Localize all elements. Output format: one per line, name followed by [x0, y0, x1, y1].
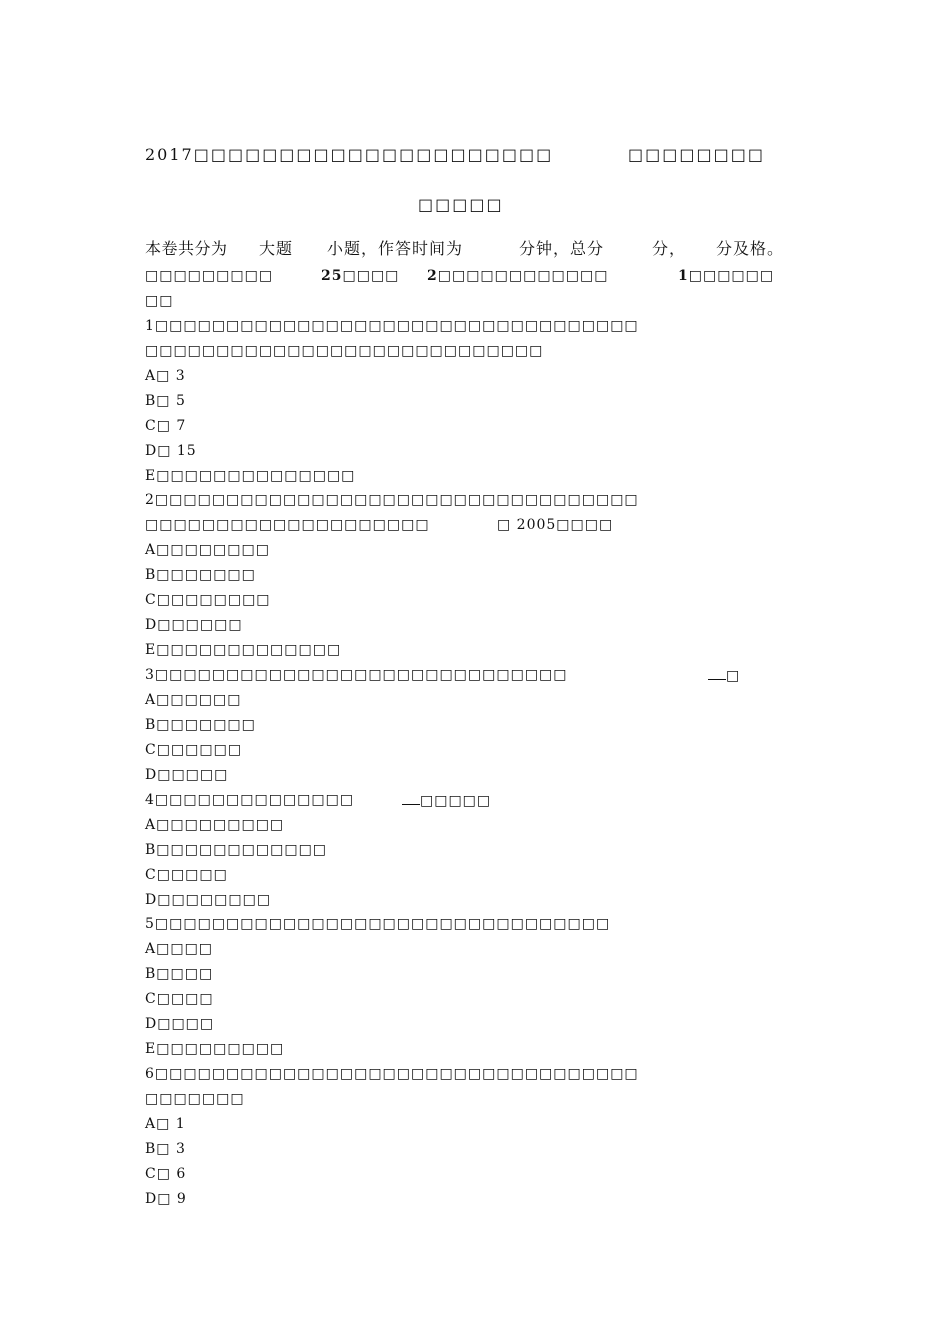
intro-part-5: 分，: [652, 239, 687, 258]
exam-title: [145, 145, 553, 165]
intro-part-2: 大题: [259, 239, 294, 258]
q5-option-e: E□□□□□□□□□: [145, 1041, 285, 1057]
q1-stem-line-1: 1□□□□□□□□□□□□□□□□□□□□□□□□□□□□□□□□□□: [145, 318, 639, 334]
q6-stem-line-2: □□□□□□□: [145, 1091, 245, 1107]
q3-option-a: A□□□□□□: [145, 692, 242, 708]
q4-option-a: A□□□□□□□□□: [145, 817, 285, 833]
intro-line: [145, 239, 228, 259]
q2-option-e: E□□□□□□□□□□□□□: [145, 642, 342, 658]
q1-option-a: A□ 3: [145, 368, 186, 384]
section-heading-cont: □□: [145, 293, 174, 309]
intro-part-1: 本卷共分为: [145, 239, 228, 258]
q1-option-b: B□ 5: [145, 393, 186, 409]
q2-option-a: A□□□□□□□□: [145, 542, 270, 558]
blank-underline: [402, 790, 420, 805]
q2-option-b: B□□□□□□□: [145, 567, 256, 583]
q5-option-c: C□□□□: [145, 991, 214, 1007]
section-heading-c: 2□□□□□□□□□□□□: [427, 268, 609, 284]
q4-option-c: C□□□□□: [145, 867, 228, 883]
exam-subtitle: □□□□□: [418, 195, 504, 214]
q6-option-c: C□ 6: [145, 1166, 187, 1182]
q3-stem-end: □: [726, 668, 741, 684]
exam-title-right: □□□□□□□□: [628, 145, 765, 164]
q4-answer-blank: [402, 790, 491, 811]
q1-stem-line-2: □□□□□□□□□□□□□□□□□□□□□□□□□□□□: [145, 343, 544, 359]
q6-option-b: B□ 3: [145, 1141, 186, 1157]
intro-part-4: 分钟，总分: [519, 239, 605, 258]
q5-option-b: B□□□□: [145, 966, 214, 982]
q3-stem: 3□□□□□□□□□□□□□□□□□□□□□□□□□□□□□: [145, 667, 568, 683]
q5-stem: 5□□□□□□□□□□□□□□□□□□□□□□□□□□□□□□□□: [145, 916, 611, 932]
q2-stem-line-2b: □ 2005□□□□: [497, 517, 614, 533]
section-heading-b: 25□□□□: [321, 268, 400, 284]
q3-option-d: D□□□□□: [145, 767, 229, 783]
q3-option-c: C□□□□□□: [145, 742, 243, 758]
q4-option-d: D□□□□□□□□: [145, 892, 272, 908]
q2-option-d: D□□□□□□: [145, 617, 243, 633]
q4-stem-end: □□□□□: [420, 793, 492, 809]
intro-part-6: 分及格。: [716, 239, 785, 258]
q3-answer-blank: [708, 665, 740, 686]
q2-stem-line-1: 2□□□□□□□□□□□□□□□□□□□□□□□□□□□□□□□□□□: [145, 492, 639, 508]
q5-option-d: D□□□□: [145, 1016, 215, 1032]
q6-option-a: A□ 1: [145, 1116, 186, 1132]
q3-option-b: B□□□□□□□: [145, 717, 256, 733]
q1-option-d: D□ 15: [145, 443, 197, 459]
q5-option-a: A□□□□: [145, 941, 214, 957]
q6-stem-line-1: 6□□□□□□□□□□□□□□□□□□□□□□□□□□□□□□□□□□: [145, 1066, 639, 1082]
q2-stem-line-2a: □□□□□□□□□□□□□□□□□□□□: [145, 517, 430, 533]
section-heading-d: 1□□□□□□: [678, 268, 775, 284]
q2-option-c: C□□□□□□□□: [145, 592, 271, 608]
q1-option-e: E□□□□□□□□□□□□□□: [145, 468, 356, 484]
exam-title-left: 2017□□□□□□□□□□□□□□□□□□□□□: [145, 145, 554, 164]
q6-option-d: D□ 9: [145, 1191, 187, 1207]
intro-part-3: 小题，作答时间为: [327, 239, 464, 258]
q1-option-c: C□ 7: [145, 418, 187, 434]
q4-stem: 4□□□□□□□□□□□□□□: [145, 792, 355, 808]
section-heading-a: □□□□□□□□□: [145, 268, 274, 284]
blank-underline: [708, 665, 726, 680]
q4-option-b: B□□□□□□□□□□□□: [145, 842, 328, 858]
